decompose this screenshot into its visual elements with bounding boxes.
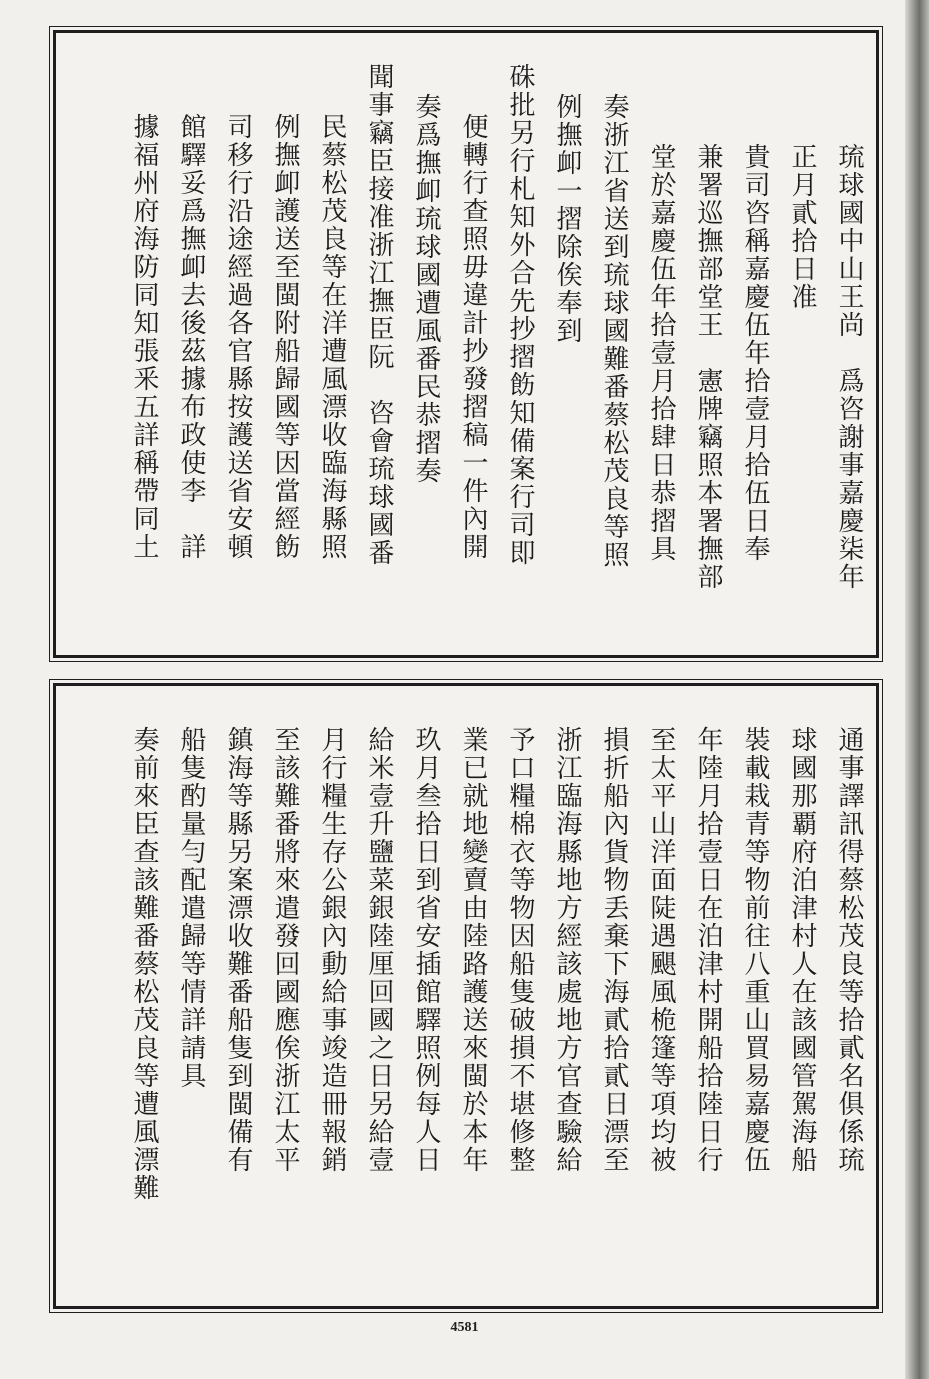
top-text-panel <box>53 30 879 658</box>
text-column <box>778 686 825 1306</box>
column-text: 通事譯訊得蔡松茂良等拾貳名俱係琉 <box>834 726 864 1174</box>
text-column <box>543 33 590 655</box>
text-column <box>167 686 214 1306</box>
column-text: 至太平山洋面陡遇颶風桅篷等項均被 <box>646 726 676 1174</box>
column-text: 據福州府海防同知張釆五詳稱帶同土 <box>129 113 159 561</box>
column-text: 堂於嘉慶伍年拾壹月拾肆日恭摺具 <box>646 143 676 563</box>
column-text: 裝載栽青等物前往八重山買易嘉慶伍 <box>740 726 770 1174</box>
column-text: 便轉行查照毋違計抄發摺稿一件內開 <box>458 113 488 561</box>
column-text: 聞事竊臣接准浙江撫臣阮 咨會琉球國番 <box>364 63 394 567</box>
bottom-column-group <box>56 686 876 1306</box>
column-text: 正月貳拾日准 <box>787 143 817 311</box>
text-column <box>590 33 637 655</box>
top-column-group <box>56 33 876 655</box>
text-column <box>214 33 261 655</box>
column-text: 業已就地變賣由陸路護送來閩於本年 <box>458 726 488 1174</box>
column-text: 例撫卹護送至閩附船歸國等因當經飭 <box>270 113 300 561</box>
text-column <box>120 686 167 1306</box>
column-text: 館驛妥爲撫卹去後茲據布政使李 詳 <box>176 113 206 561</box>
text-column <box>449 686 496 1306</box>
column-text: 奏浙江省送到琉球國難番蔡松茂良等照 <box>599 93 629 569</box>
text-column <box>731 33 778 655</box>
page-number: 4581 <box>450 1320 479 1335</box>
column-text: 例撫卹一摺除俟奉到 <box>552 93 582 345</box>
text-column <box>684 686 731 1306</box>
column-text: 予口糧棉衣等物因船隻破損不堪修整 <box>505 726 535 1174</box>
text-column <box>308 686 355 1306</box>
column-text: 貴司咨稱嘉慶伍年拾壹月拾伍日奉 <box>740 143 770 563</box>
column-text: 月行糧生存公銀內動給事竣造冊報銷 <box>317 726 347 1174</box>
column-text: 民蔡松茂良等在洋遭風漂收臨海縣照 <box>317 113 347 561</box>
text-column <box>543 686 590 1306</box>
text-column <box>261 33 308 655</box>
column-text: 琉球國中山王尚 爲咨謝事嘉慶柒年 <box>834 143 864 591</box>
text-column <box>637 686 684 1306</box>
text-column <box>825 686 872 1306</box>
column-text: 年陸月拾壹日在泊津村開船拾陸日行 <box>693 726 723 1174</box>
text-column <box>167 33 214 655</box>
column-text: 球國那覇府泊津村人在該國管駕海船 <box>787 726 817 1174</box>
column-text: 浙江臨海縣地方經該處地方官查驗給 <box>552 726 582 1174</box>
column-text: 船隻酌量勻配遣歸等情詳請具 <box>176 726 206 1090</box>
book-binding-shadow <box>905 0 929 1379</box>
text-column <box>120 33 167 655</box>
bottom-text-panel <box>53 683 879 1309</box>
column-text: 給米壹升鹽菜銀陸厘回國之日另給壹 <box>364 726 394 1174</box>
text-column <box>778 33 825 655</box>
text-column <box>449 33 496 655</box>
column-text: 鎮海等縣另案漂收難番船隻到閩備有 <box>223 726 253 1174</box>
column-text: 硃批另行札知外合先抄摺飭知備案行司即 <box>505 63 535 567</box>
column-text: 奏前來臣查該難番蔡松茂良等遭風漂難 <box>129 726 159 1202</box>
text-column <box>684 33 731 655</box>
text-column <box>402 33 449 655</box>
text-column <box>355 33 402 655</box>
text-column <box>637 33 684 655</box>
column-text: 玖月叁拾日到省安插館驛照例每人日 <box>411 726 441 1174</box>
text-column <box>731 686 778 1306</box>
text-column <box>496 33 543 655</box>
text-column <box>496 686 543 1306</box>
column-text: 損折船內貨物丢棄下海貳拾貳日漂至 <box>599 726 629 1174</box>
text-column <box>214 686 261 1306</box>
column-text: 奏爲撫卹琉球國遭風番民恭摺奏 <box>411 93 441 485</box>
text-column <box>590 686 637 1306</box>
text-column <box>825 33 872 655</box>
column-text: 至該難番將來遣發回國應俟浙江太平 <box>270 726 300 1174</box>
text-column <box>261 686 308 1306</box>
column-text: 司移行沿途經過各官縣按護送省安頓 <box>223 113 253 561</box>
text-column <box>355 686 402 1306</box>
text-column <box>308 33 355 655</box>
text-column <box>402 686 449 1306</box>
column-text: 兼署巡撫部堂王 憲牌竊照本署撫部 <box>693 143 723 591</box>
